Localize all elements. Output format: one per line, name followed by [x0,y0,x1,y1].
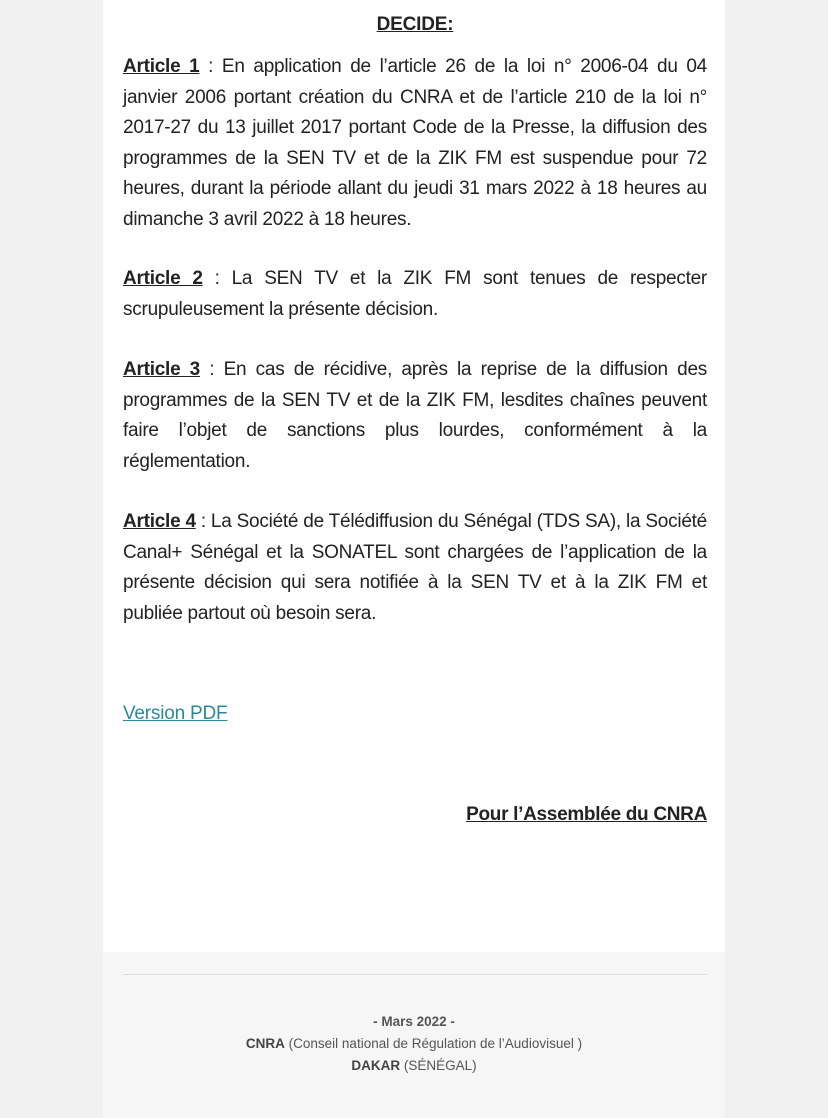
article-1-text: : En application de l’article 26 de la loi n° 2006-04 du 04 janvier 2006 portant création du CNRA et de l’article 210 de la loi n° 2017-27 du 13 juillet 2017 portant Code de la Presse, la diffusion des programmes de la SEN TV et de la ZIK FM est suspendue pour 72 heures, durant la période allant du jeudi 31 mars 2022 à 18 heures au dimanche 3 avril 2022 à 18 heures. [123,56,707,230]
article-3-label: Article 3 [123,359,200,380]
article-3 [123,355,707,477]
decide-heading: DECIDE: [376,14,454,35]
footer-date: - Mars 2022 - [373,1014,455,1029]
article-2-text: : La SEN TV et la ZIK FM sont tenues de respecter scrupuleusement la présente décision. [123,268,707,320]
footer-org-full: (Conseil national de Régulation de l’Audiovisuel ) [284,1036,583,1051]
article-4 [123,507,707,629]
document-page [103,0,725,1118]
article-3-text: : En cas de récidive, après la reprise de la diffusion des programmes de la SEN TV et de la ZIK FM, lesdites chaînes peuvent faire l’objet de sanctions plus lourdes, conformément à la réglementation. [123,359,708,472]
article-4-text: : La Société de Télédiffusion du Sénégal (TDS SA), la Société Canal+ Sénégal et la SONATEL sont chargées de l’application de la présente décision qui sera notifiée à la SEN TV et à la ZIK FM et publiée partout où besoin sera. [123,511,707,624]
pdf-version-link[interactable]: Version PDF [123,703,228,724]
signature-line: Pour l’Assemblée du CNRA [466,804,707,825]
footer-country: (SÉNÉGAL) [400,1058,477,1073]
article-4-label: Article 4 [123,511,196,532]
footer [103,952,725,1118]
footer-divider [123,974,707,975]
article-1-label: Article 1 [123,56,200,77]
footer-city: DAKAR [351,1058,401,1073]
article-1 [123,52,707,235]
footer-org-abbr: CNRA [245,1036,285,1051]
article-2 [123,264,707,325]
footer-organization [103,1036,725,1051]
article-2-label: Article 2 [123,268,203,289]
footer-location [103,1058,725,1073]
